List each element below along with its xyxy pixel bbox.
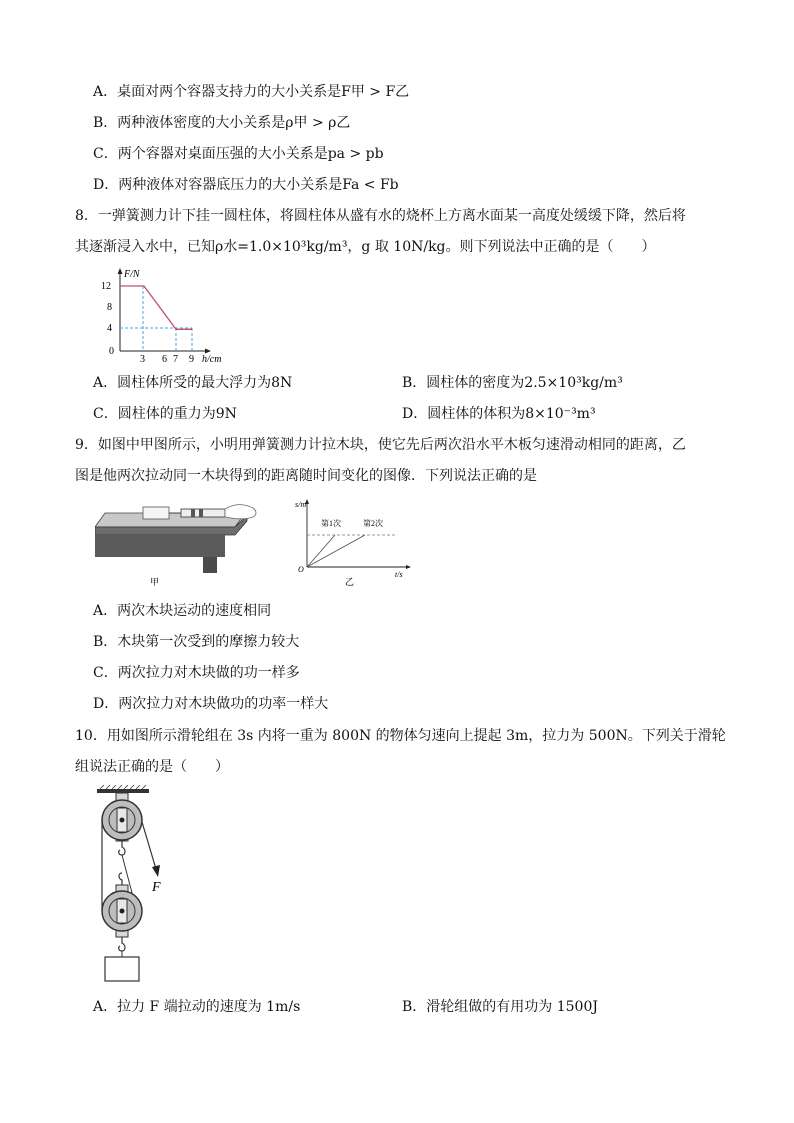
q8-y-tick-8: 8 [107, 302, 112, 313]
q8-stem-line1: 8．一弹簧测力计下挂一圆柱体，将圆柱体从盛有水的烧杯上方离水面某一高度处缓缓下降，然后将 [75, 208, 686, 224]
q8-option-b: B．圆柱体的密度为2.5×10³kg/m³ [402, 375, 623, 391]
q8-stem-line2: 其逐渐浸入水中，已知ρ水=1.0×10³kg/m³，g 取 10N/kg。则下列说法中正确的是（ ） [75, 239, 656, 255]
q9-figure [95, 495, 425, 591]
q8-x-tick-9: 9 [189, 354, 194, 365]
q9-second-label: 第2次 [363, 519, 383, 528]
q8-force-line [120, 286, 192, 329]
q8-option-d: D．圆柱体的体积为8×10⁻³m³ [402, 406, 596, 422]
q10-movable-hook-top [119, 873, 122, 885]
q10-option-a: A．拉力 F 端拉动的速度为 1m/s [93, 999, 301, 1015]
q7-option-a: A．桌面对两个容器支持力的大小关系是F甲 > F乙 [93, 84, 410, 100]
q10-movable-hook-bottom [119, 937, 125, 951]
q9-hand [225, 505, 256, 519]
q9-option-c: C．两次拉力对木块做的功一样多 [93, 665, 300, 681]
q8-y-tick-4: 4 [107, 323, 112, 334]
q9-first-run-line [307, 535, 335, 567]
q8-x-arrow [205, 349, 211, 354]
q7-option-b: B．两种液体密度的大小关系是ρ甲 > ρ乙 [93, 115, 351, 131]
q8-option-c: C．圆柱体的重力为9N [93, 406, 237, 422]
q9-option-b: B．木块第一次受到的摩擦力较大 [93, 634, 300, 650]
q8-y-label: F/N [124, 269, 140, 280]
q10-ceiling [97, 789, 149, 793]
q8-force-depth-graph [95, 265, 245, 365]
q8-x-tick-7: 7 [173, 354, 178, 365]
q9-yi-label: 乙 [345, 577, 355, 587]
q10-force-arrow [152, 865, 160, 877]
q8-x-tick-6: 6 [162, 354, 167, 365]
q10-stem-line1: 10．用如图所示滑轮组在 3s 内将一重为 800N 的物体匀速向上提起 3m，拉力为 500N。下列关于滑轮 [75, 728, 726, 744]
q9-wood-block [143, 507, 169, 519]
q10-load-block [105, 957, 139, 981]
q9-t-label: t/s [395, 570, 403, 579]
q10-option-b: B．滑轮组做的有用功为 1500J [402, 999, 598, 1015]
q9-first-label: 第1次 [321, 519, 341, 528]
q9-stem-line1: 9．如图中甲图所示，小明用弹簧测力计拉木块，使它先后两次沿水平木板匀速滑动相同的距离，乙 [75, 437, 686, 453]
q10-force-label: F [152, 880, 161, 895]
q9-origin: O [298, 565, 304, 574]
q9-s-label: s/m [295, 500, 307, 509]
q9-table-leg [203, 557, 217, 573]
q8-y-tick-12: 12 [101, 281, 111, 292]
q9-yi-graph [295, 499, 411, 587]
q10-rope-free-end [142, 822, 156, 869]
q10-pulley-system [92, 785, 172, 985]
q9-stem-line2: 图是他两次拉动同一木块得到的距离随时间变化的图像．下列说法正确的是 [75, 468, 537, 484]
q8-origin: 0 [109, 346, 114, 357]
q8-x-tick-3: 3 [140, 354, 145, 365]
q9-second-run-line [307, 535, 365, 567]
q7-option-d: D．两种液体对容器底压力的大小关系是Fa < Fb [93, 177, 399, 193]
q9-option-a: A．两次木块运动的速度相同 [93, 603, 272, 619]
q9-table-front [95, 535, 225, 557]
q9-jia-apparatus [95, 505, 256, 587]
q9-jia-label: 甲 [150, 577, 160, 587]
q10-stem-line2: 组说法正确的是（ ） [75, 759, 229, 775]
q10-fixed-hook [119, 841, 125, 855]
q8-x-label: h/cm [202, 354, 222, 365]
q8-option-a: A．圆柱体所受的最大浮力为8N [93, 375, 293, 391]
q7-option-c: C．两个容器对桌面压强的大小关系是pa > pb [93, 146, 384, 162]
q8-y-arrow [118, 268, 123, 274]
q9-option-d: D．两次拉力对木块做功的功率一样大 [93, 696, 329, 712]
